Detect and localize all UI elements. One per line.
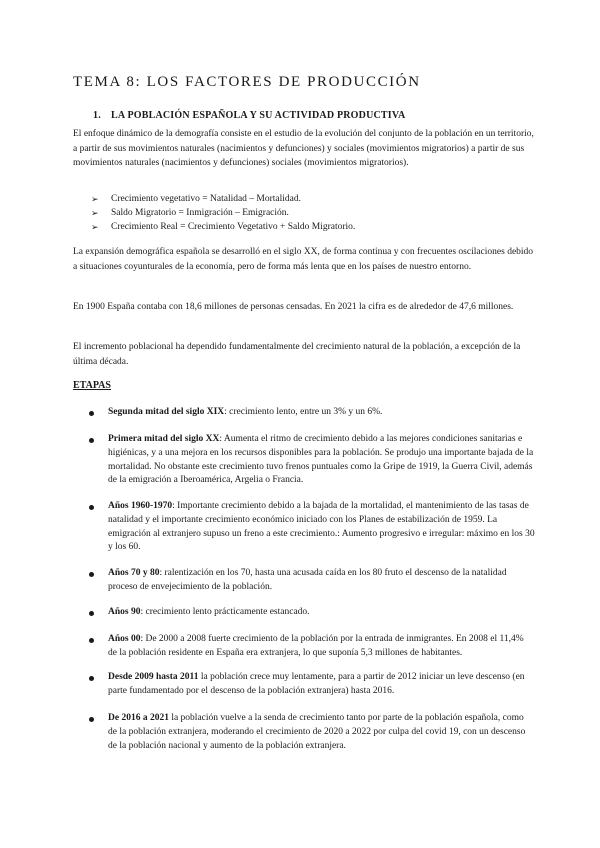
etapa-text: la población vuelve a la senda de crecimiento tanto por parte de la población española, como de la población extranjera, moderando el crecimiento de 2020 a 2022 por culpa del covid 19, con un descenso de la población nacional y aumento de la población extranjera. — [108, 713, 526, 751]
etapas-heading: ETAPAS — [73, 380, 111, 391]
etapa-item — [89, 606, 535, 620]
etapa-label: Años 90 — [108, 607, 141, 617]
etapa-item — [89, 712, 535, 753]
formula-item: ➢ Saldo Migratorio = Inmigración – Emigración. — [91, 206, 355, 220]
intro-paragraph: El enfoque dinámico de la demografía consiste en el estudio de la evolución del conjunto de la población en un territorio, a partir de sus movimientos naturales (nacimientos y defunciones) y sociales (movimientos migratorios) a partir de sus movimientos naturales (nacimientos y defunciones) sociales (movimientos migratorios). — [73, 129, 534, 168]
etapa-text: : crecimiento lento, entre un 3% y un 6%. — [224, 407, 383, 417]
etapa-text: : crecimiento lento prácticamente estancado. — [140, 607, 310, 617]
etapa-label: De 2016 a 2021 — [108, 713, 169, 723]
etapa-label: Desde 2009 hasta 2011 — [108, 672, 199, 682]
section-heading — [93, 110, 405, 121]
body-paragraph: El incremento poblacional ha dependido fundamentalmente del crecimiento natural de la población, a excepción de la última década. — [73, 342, 521, 367]
section-title: LA POBLACIÓN ESPAÑOLA Y SU ACTIVIDAD PRODUCTIVA — [111, 110, 406, 121]
section-number: 1. — [93, 110, 101, 121]
bullet-dot-icon — [89, 505, 94, 510]
arrow-bullet-icon: ➢ — [91, 222, 99, 233]
arrow-bullet-icon: ➢ — [91, 194, 99, 204]
etapa-text: : ralentización en los 70, hasta una acusada caída en los 80 fruto el descenso de la natalidad proceso de envejecimiento de la población. — [108, 568, 507, 592]
bullet-dot-icon — [89, 611, 94, 616]
etapa-item — [89, 433, 535, 488]
formula-item: ➢ Crecimiento vegetativo = Natalidad – Mortalidad. — [91, 192, 355, 206]
page-title: TEMA 8: LOS FACTORES DE PRODUCCIÓN — [73, 74, 421, 90]
etapa-item — [89, 633, 535, 661]
etapa-label: Segunda mitad del siglo XIX — [108, 407, 225, 417]
etapa-text: la población crece muy lentamente, para a partir de 2012 iniciar un leve descenso (en parte fundamentado por el descenso de la población extranjera) hasta 2016. — [108, 672, 525, 696]
formula-item: ➢ Crecimiento Real = Crecimiento Vegetativo + Saldo Migratorio. — [91, 220, 355, 234]
bullet-dot-icon — [89, 676, 94, 681]
bullet-dot-icon — [89, 717, 94, 722]
bullet-dot-icon — [89, 411, 94, 416]
etapa-label: Años 70 y 80 — [108, 568, 160, 578]
etapa-item — [89, 406, 535, 420]
bullet-dot-icon — [89, 638, 94, 643]
etapa-text: : Aumenta el ritmo de crecimiento debido a las mejores condiciones sanitarias e higiénicas, y a una mejora en los recursos disponibles para la población. Se produjo una importante bajada de la mortalidad. No obstante este crecimiento tuvo frenos puntuales como la Gripe de 1919, la Guerra Civil, además de la emigración a Iberoamérica, Argelia o Francia. — [108, 434, 534, 486]
etapa-text: : Importante crecimiento debido a la bajada de la mortalidad, el mantenimiento de las tasas de natalidad y el importante crecimiento económico iniciado con los Planes de estabilización de 1959. La emigración al extranjero supuso un freno a este crecimiento.: Aumento progresivo e irregular: máximo en los 30 y los 60. — [108, 501, 535, 553]
bullet-dot-icon — [89, 438, 94, 443]
etapa-text: : De 2000 a 2008 fuerte crecimiento de la población por la entrada de inmigrantes. En 2008 el 11,4% de la población residente en España era extranjera, lo que suponía 5,3 millones de habitantes. — [108, 634, 524, 658]
etapa-item — [89, 567, 535, 595]
body-paragraph: La expansión demográfica española se desarrolló en el siglo XX, de forma continua y con frecuentes oscilaciones debido a situaciones coyunturales de la economía, pero de forma más lenta que en los países de nuestro entorno. — [73, 247, 534, 272]
etapa-item — [89, 500, 535, 555]
etapa-item — [89, 671, 535, 699]
arrow-bullet-icon: ➢ — [91, 208, 99, 219]
etapa-label: Años 1960-1970 — [108, 501, 173, 511]
formula-list — [91, 192, 355, 235]
etapa-label: Primera mitad del siglo XX — [108, 434, 220, 444]
etapa-label: Años 00 — [108, 634, 141, 644]
body-paragraph: En 1900 España contaba con 18,6 millones de personas censadas. En 2021 la cifra es de alrededor de 47,6 millones. — [73, 302, 514, 312]
bullet-dot-icon — [89, 572, 94, 577]
